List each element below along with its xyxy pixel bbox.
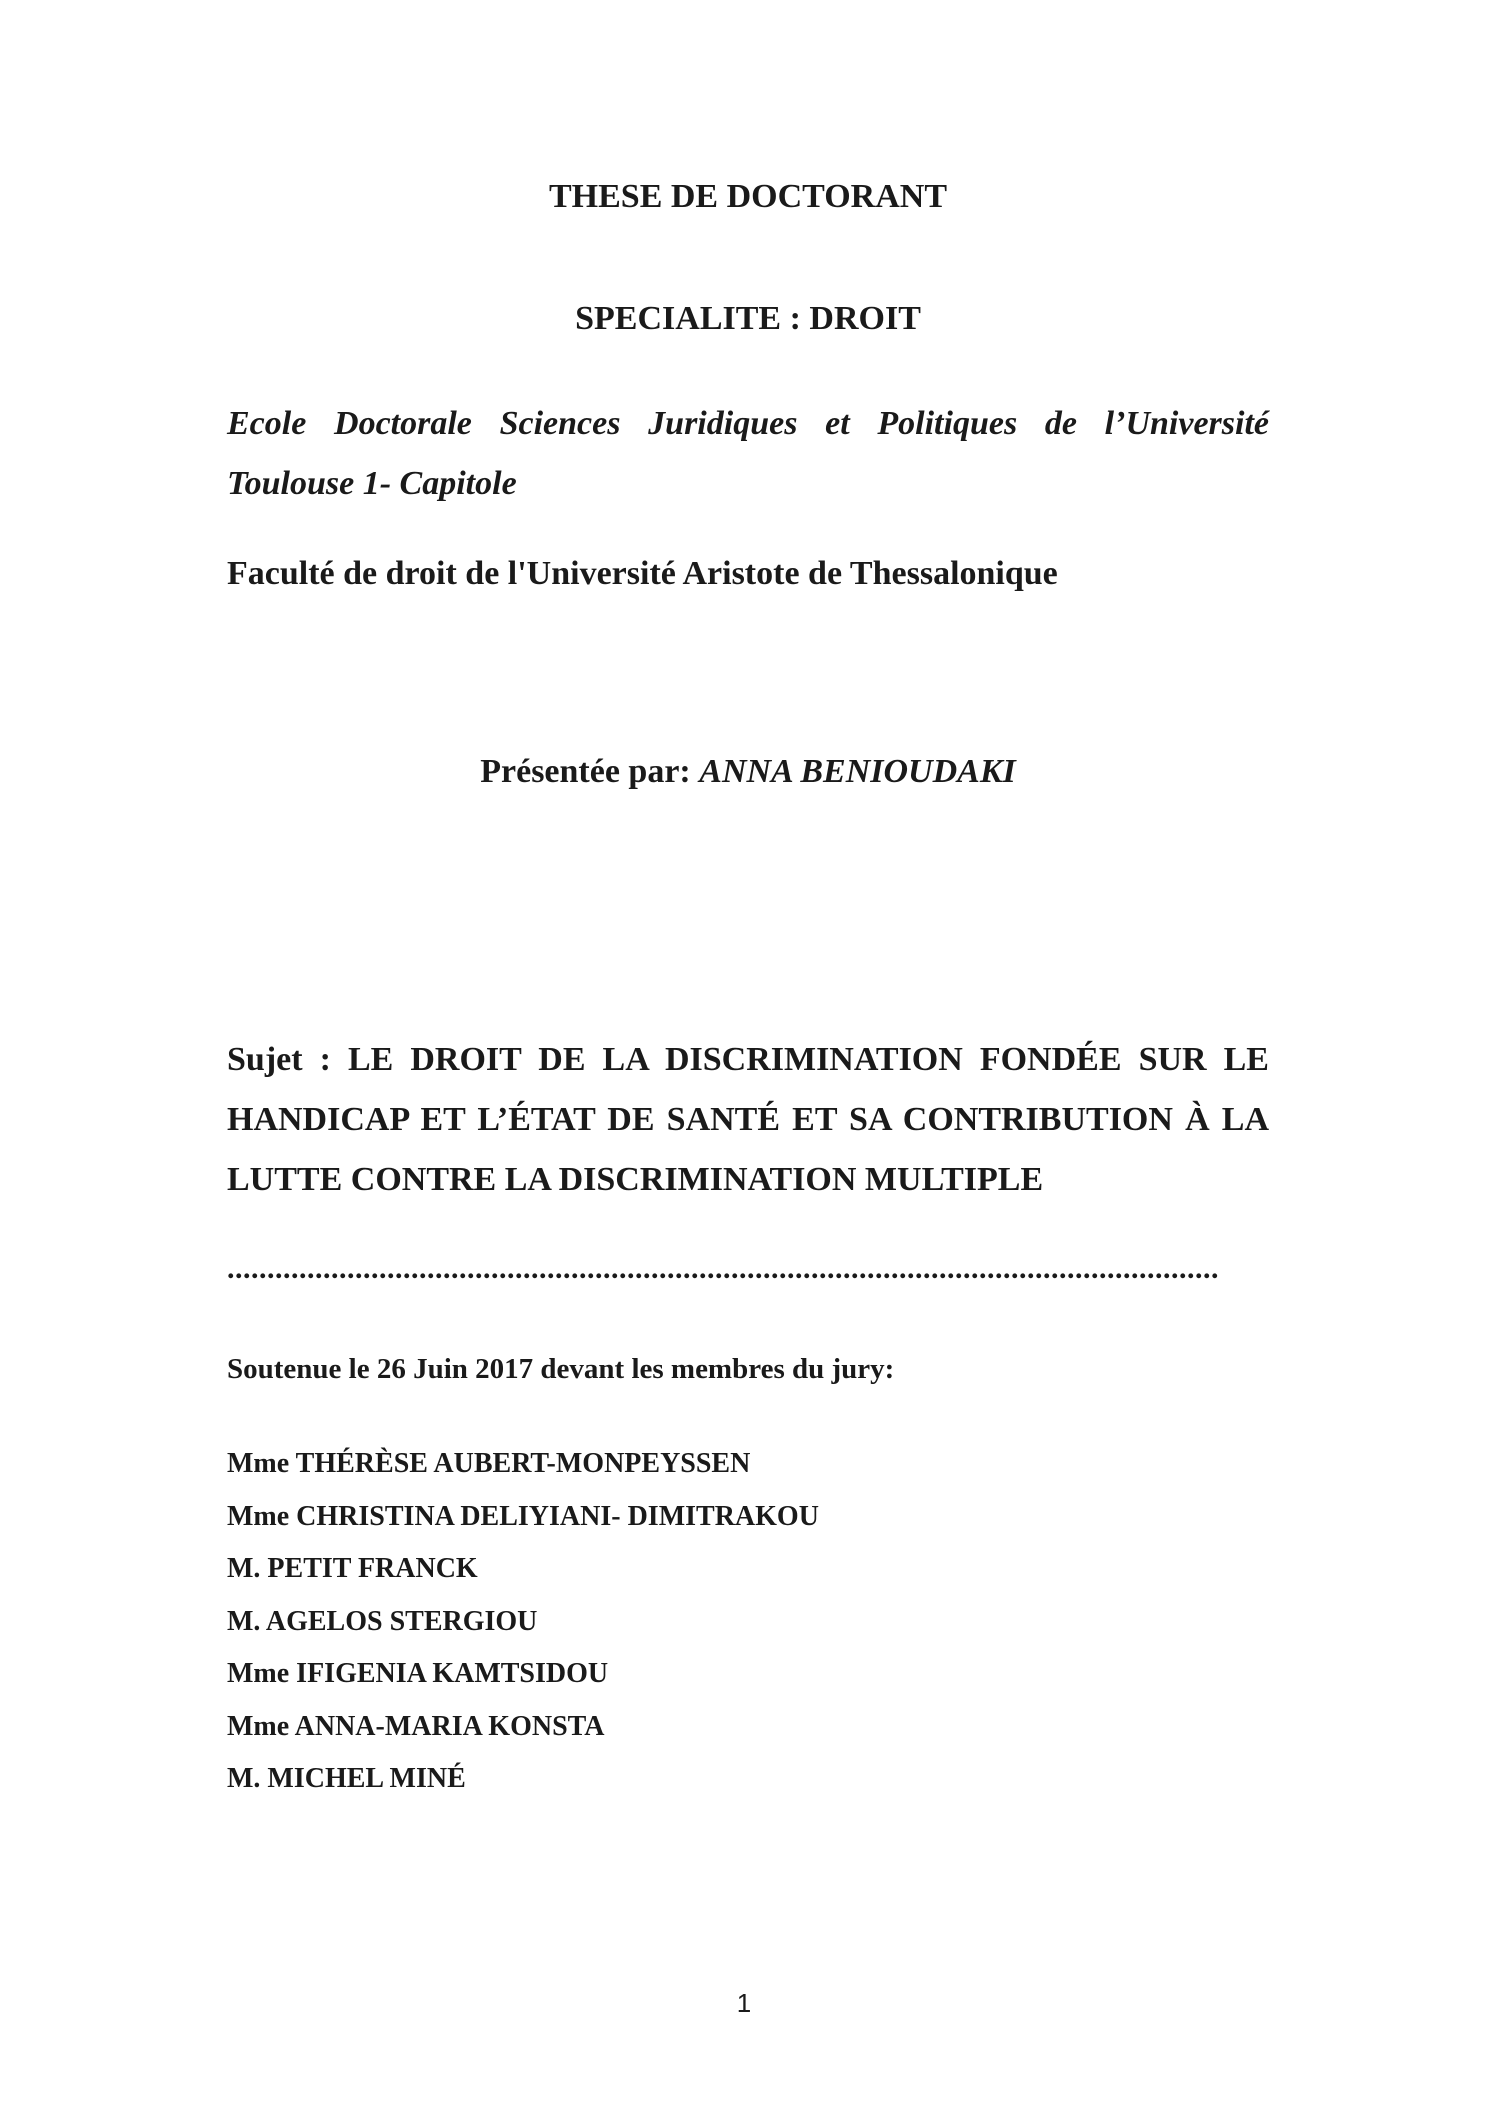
faculty-line: Faculté de droit de l'Université Aristote de Thessalonique [227, 555, 1058, 592]
page-number: 1 [736, 1988, 752, 2018]
dotted-separator: ............................................................................................................................ [227, 1252, 1219, 1285]
doctoral-school-line-1: Ecole Doctorale Sciences Juridiques et Politiques de l’Université [227, 405, 1269, 442]
subject-line-3: LUTTE CONTRE LA DISCRIMINATION MULTIPLE [227, 1161, 1044, 1198]
jury-member: Mme CHRISTINA DELIYIANI- DIMITRAKOU [227, 1500, 819, 1532]
jury-member: Mme IFIGENIA KAMTSIDOU [227, 1658, 609, 1689]
speciality-heading: SPECIALITE : DROIT [575, 300, 921, 337]
jury-member: M. PETIT FRANCK [227, 1553, 478, 1584]
jury-member: M. AGELOS STERGIOU [227, 1605, 538, 1637]
jury-list [227, 1438, 1269, 1806]
jury-member: M. MICHEL MINÉ [227, 1763, 466, 1794]
presented-by-label: Présentée par: [480, 753, 700, 790]
thesis-title: THESE DE DOCTORANT [548, 178, 948, 215]
subject-heading [227, 1030, 1269, 1210]
defense-date-line: Soutenue le 26 Juin 2017 devant les membres du jury: [227, 1353, 895, 1385]
subject-line-2: HANDICAP ET L’ÉTAT DE SANTÉ ET SA CONTRIBUTION À LA [227, 1101, 1269, 1138]
author-name: ANNA BENIOUDAKI [699, 753, 1016, 790]
jury-member: Mme ANNA-MARIA KONSTA [227, 1710, 605, 1742]
doctoral-school [227, 394, 1269, 514]
doctoral-school-line-2: Toulouse 1- Capitole [227, 465, 517, 502]
subject-line-1: Sujet : LE DROIT DE LA DISCRIMINATION FONDÉE SUR LE [227, 1041, 1269, 1078]
jury-member: Mme THÉRÈSE AUBERT-MONPEYSSEN [227, 1448, 751, 1479]
presented-by [227, 753, 1269, 791]
